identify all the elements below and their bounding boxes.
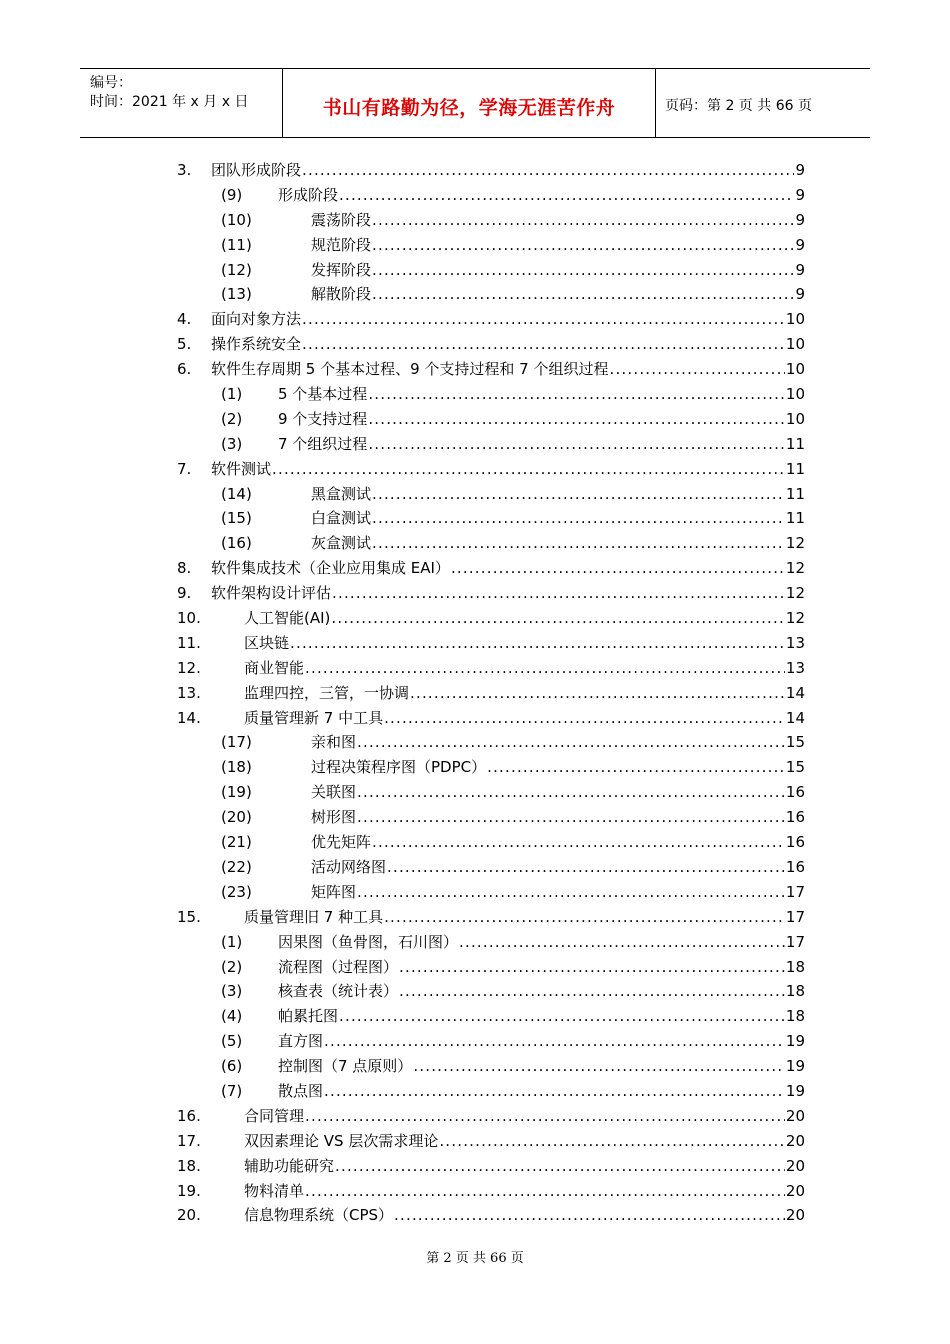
toc-number: 15.	[177, 907, 201, 926]
toc-row[interactable]	[0, 930, 950, 955]
toc-row[interactable]	[0, 805, 950, 830]
toc-entry[interactable]	[244, 1154, 805, 1179]
toc-title[interactable]: 形成阶段	[278, 185, 339, 204]
toc-number: 7.	[177, 459, 192, 478]
toc-number: 14.	[177, 708, 201, 727]
toc-dot-leader	[372, 482, 785, 507]
toc-entry[interactable]	[244, 1104, 805, 1129]
toc-number: (9)	[221, 185, 243, 204]
toc-title[interactable]: 监理四控，三管，一协调	[244, 683, 410, 702]
toc-number: (17)	[221, 733, 252, 752]
toc-title[interactable]: 关联图	[311, 783, 357, 802]
toc-page-number[interactable]: 10	[785, 409, 805, 428]
toc-page-number[interactable]: 20	[785, 1181, 805, 1200]
toc-number: (12)	[221, 260, 252, 279]
toc-entry[interactable]	[311, 208, 805, 233]
toc-entry[interactable]	[311, 830, 805, 855]
toc-title[interactable]: 7 个组织过程	[278, 434, 368, 453]
toc-entry[interactable]	[278, 183, 805, 208]
toc-row[interactable]	[0, 531, 950, 556]
toc-page-number[interactable]: 10	[785, 385, 805, 404]
toc-dot-leader	[372, 830, 785, 855]
toc-number: (21)	[221, 833, 252, 852]
toc-dot-leader	[368, 382, 785, 407]
toc-row[interactable]	[0, 457, 950, 482]
toc-dot-leader	[357, 730, 785, 755]
toc-title[interactable]: 核查表（统计表）	[278, 982, 399, 1001]
toc-number: 16.	[177, 1106, 201, 1125]
toc-row[interactable]	[0, 955, 950, 980]
toc-page-number[interactable]: 20	[785, 1131, 805, 1150]
toc-entry[interactable]	[244, 706, 805, 731]
toc-page-number[interactable]: 18	[785, 957, 805, 976]
toc-number: (2)	[221, 957, 243, 976]
toc-title[interactable]: 因果图（鱼骨图，石川图）	[278, 932, 459, 951]
toc-dot-leader	[302, 158, 794, 183]
toc-number: 3.	[177, 161, 192, 179]
table-of-contents	[0, 158, 950, 1228]
toc-row[interactable]	[0, 506, 950, 531]
toc-number: (23)	[221, 882, 252, 901]
toc-number: (16)	[221, 534, 252, 553]
header-page-label: 页码：第 2 页 共 66 页	[665, 98, 812, 114]
toc-row[interactable]	[0, 780, 950, 805]
toc-title[interactable]: 解散阶段	[311, 285, 372, 304]
toc-page-number[interactable]: 10	[785, 335, 805, 354]
toc-entry[interactable]	[311, 531, 805, 556]
toc-page-number[interactable]: 17	[785, 907, 805, 926]
toc-row[interactable]	[0, 855, 950, 880]
toc-dot-leader	[290, 631, 785, 656]
toc-number: 9.	[177, 584, 192, 603]
toc-page-number[interactable]: 9	[795, 210, 805, 229]
toc-dot-leader	[305, 656, 785, 681]
toc-number: 12.	[177, 658, 201, 677]
toc-number: 6.	[177, 360, 192, 379]
toc-row[interactable]	[0, 830, 950, 855]
toc-entry[interactable]	[311, 805, 805, 830]
toc-entry[interactable]	[211, 158, 805, 183]
toc-row[interactable]	[0, 681, 950, 706]
toc-dot-leader	[439, 1129, 785, 1154]
toc-row[interactable]	[0, 556, 950, 581]
toc-number: (4)	[221, 1007, 243, 1026]
toc-dot-leader	[368, 407, 785, 432]
toc-number: 10.	[177, 609, 201, 628]
toc-row[interactable]	[0, 631, 950, 656]
toc-number: (13)	[221, 285, 252, 304]
toc-entry[interactable]	[311, 730, 805, 755]
toc-dot-leader	[372, 233, 794, 258]
toc-title[interactable]: 团队形成阶段	[211, 161, 302, 179]
toc-title[interactable]: 信息物理系统（CPS）	[244, 1206, 394, 1225]
toc-title[interactable]: 白盒测试	[311, 509, 372, 528]
toc-entry[interactable]	[311, 855, 805, 880]
toc-dot-leader	[387, 855, 785, 880]
toc-row[interactable]	[0, 1203, 950, 1228]
toc-row[interactable]	[0, 1054, 950, 1079]
toc-page-number[interactable]: 18	[785, 982, 805, 1001]
toc-number: 11.	[177, 633, 201, 652]
toc-page-number[interactable]: 11	[785, 434, 805, 453]
toc-dot-leader	[305, 1104, 785, 1129]
toc-entry[interactable]	[278, 407, 805, 432]
toc-dot-leader	[357, 880, 785, 905]
toc-dot-leader	[339, 1004, 785, 1029]
toc-number: (6)	[221, 1057, 243, 1076]
toc-title[interactable]: 软件架构设计评估	[211, 584, 332, 603]
toc-title[interactable]: 合同管理	[244, 1106, 305, 1125]
toc-dot-leader	[372, 531, 785, 556]
toc-title[interactable]: 过程决策程序图（PDPC）	[311, 758, 487, 777]
toc-row[interactable]	[0, 183, 950, 208]
toc-dot-leader	[384, 905, 785, 930]
toc-entry[interactable]	[311, 506, 805, 531]
toc-title[interactable]: 软件集成技术（企业应用集成 EAI）	[211, 559, 450, 578]
toc-title[interactable]: 区块链	[244, 633, 290, 652]
toc-number: 5.	[177, 335, 192, 354]
serial-label: 编号：	[90, 75, 132, 91]
toc-entry[interactable]	[278, 930, 805, 955]
toc-dot-leader	[357, 780, 785, 805]
toc-entry[interactable]	[311, 282, 805, 307]
toc-number: 4.	[177, 310, 192, 329]
toc-dot-leader	[272, 457, 785, 482]
toc-entry[interactable]	[244, 905, 805, 930]
toc-entry[interactable]	[278, 432, 805, 457]
toc-title[interactable]: 物料清单	[244, 1181, 305, 1200]
toc-dot-leader	[399, 955, 785, 980]
toc-number: (18)	[221, 758, 252, 777]
header-motto-cell	[282, 69, 656, 137]
toc-page-number[interactable]: 13	[785, 658, 805, 677]
toc-row[interactable]	[0, 1129, 950, 1154]
toc-entry[interactable]	[244, 631, 805, 656]
toc-entry[interactable]	[244, 1129, 805, 1154]
toc-row[interactable]	[0, 1179, 950, 1204]
toc-page-number[interactable]: 11	[785, 459, 805, 478]
toc-dot-leader	[372, 208, 794, 233]
toc-entry[interactable]	[244, 1179, 805, 1204]
toc-entry[interactable]	[211, 357, 805, 382]
toc-dot-leader	[302, 307, 785, 332]
toc-number: 17.	[177, 1131, 201, 1150]
toc-dot-leader	[410, 681, 785, 706]
toc-page-number[interactable]: 10	[785, 360, 805, 379]
toc-row[interactable]	[0, 706, 950, 731]
motto-text: 书山有路勤为径，学海无涯苦作舟	[322, 97, 616, 119]
toc-title[interactable]: 9 个支持过程	[278, 409, 368, 428]
toc-number: 20.	[177, 1206, 201, 1225]
toc-dot-leader	[368, 432, 785, 457]
toc-number: 19.	[177, 1181, 201, 1200]
toc-title[interactable]: 软件生存周期 5 个基本过程、9 个支持过程和 7 个组织过程	[211, 360, 609, 379]
toc-row[interactable]	[0, 158, 950, 183]
toc-entry[interactable]	[278, 1054, 805, 1079]
toc-row[interactable]	[0, 880, 950, 905]
toc-entry[interactable]	[278, 382, 805, 407]
toc-page-number[interactable]: 17	[785, 882, 805, 901]
toc-page-number[interactable]: 9	[795, 235, 805, 254]
toc-dot-leader	[451, 556, 785, 581]
toc-title[interactable]: 发挥阶段	[311, 260, 372, 279]
toc-row[interactable]	[0, 1104, 950, 1129]
toc-title[interactable]: 辅助功能研究	[244, 1156, 335, 1175]
toc-entry[interactable]	[211, 581, 805, 606]
toc-row[interactable]	[0, 307, 950, 332]
toc-row[interactable]	[0, 1154, 950, 1179]
toc-title[interactable]: 控制图（7 点原则）	[278, 1057, 413, 1076]
toc-entry[interactable]	[278, 1004, 805, 1029]
toc-entry[interactable]	[211, 556, 805, 581]
toc-dot-leader	[609, 357, 784, 382]
toc-title[interactable]: 软件测试	[211, 459, 272, 478]
toc-number: (3)	[221, 982, 243, 1001]
toc-row[interactable]	[0, 382, 950, 407]
toc-title[interactable]: 亲和图	[311, 733, 357, 752]
toc-number: 8.	[177, 559, 192, 578]
toc-page-number[interactable]: 20	[785, 1106, 805, 1125]
toc-dot-leader	[332, 581, 785, 606]
toc-row[interactable]	[0, 905, 950, 930]
toc-entry[interactable]	[311, 755, 805, 780]
toc-entry[interactable]	[311, 482, 805, 507]
toc-title[interactable]: 直方图	[278, 1032, 324, 1051]
toc-title[interactable]: 操作系统安全	[211, 335, 302, 354]
toc-dot-leader	[372, 258, 794, 283]
toc-number: (1)	[221, 932, 243, 951]
toc-title[interactable]: 灰盒测试	[311, 534, 372, 553]
toc-title[interactable]: 人工智能(AI)	[244, 609, 331, 628]
toc-page-number[interactable]: 11	[785, 509, 805, 528]
toc-number: (3)	[221, 434, 243, 453]
toc-row[interactable]	[0, 755, 950, 780]
toc-page-number[interactable]: 15	[785, 758, 805, 777]
toc-number: 18.	[177, 1156, 201, 1175]
toc-title[interactable]: 散点图	[278, 1081, 324, 1100]
toc-title[interactable]: 商业智能	[244, 658, 305, 677]
toc-dot-leader	[384, 706, 785, 731]
toc-entry[interactable]	[278, 1029, 805, 1054]
toc-title[interactable]: 矩阵图	[311, 882, 357, 901]
toc-title[interactable]: 优先矩阵	[311, 833, 372, 852]
toc-title[interactable]: 面向对象方法	[211, 310, 302, 329]
toc-title[interactable]: 质量管理新 7 中工具	[244, 708, 384, 727]
toc-page-number[interactable]: 10	[785, 310, 805, 329]
toc-number: (5)	[221, 1032, 243, 1051]
toc-number: (19)	[221, 783, 252, 802]
toc-entry[interactable]	[311, 258, 805, 283]
toc-row[interactable]	[0, 656, 950, 681]
toc-dot-leader	[335, 1154, 785, 1179]
toc-number: (22)	[221, 857, 252, 876]
toc-title[interactable]: 树形图	[311, 808, 357, 827]
toc-page-number[interactable]: 16	[785, 833, 805, 852]
toc-row[interactable]	[0, 208, 950, 233]
toc-dot-leader	[302, 332, 785, 357]
toc-page-number[interactable]: 19	[785, 1081, 805, 1100]
toc-dot-leader	[459, 930, 785, 955]
toc-page-number[interactable]: 14	[785, 708, 805, 727]
toc-dot-leader	[394, 1203, 785, 1228]
toc-row[interactable]	[0, 482, 950, 507]
toc-dot-leader	[339, 183, 794, 208]
toc-row[interactable]	[0, 1004, 950, 1029]
toc-title[interactable]: 规范阶段	[311, 235, 372, 254]
toc-row[interactable]	[0, 979, 950, 1004]
toc-page-number[interactable]: 18	[785, 1007, 805, 1026]
toc-page-number[interactable]: 19	[785, 1057, 805, 1076]
toc-page-number[interactable]: 15	[785, 733, 805, 752]
toc-number: (2)	[221, 409, 243, 428]
toc-entry[interactable]	[278, 955, 805, 980]
header-page-cell	[655, 69, 870, 137]
header-meta-cell	[80, 69, 282, 137]
toc-title[interactable]: 震荡阶段	[311, 210, 372, 229]
toc-page-number[interactable]: 12	[785, 584, 805, 603]
toc-page-number[interactable]: 12	[785, 534, 805, 553]
toc-dot-leader	[305, 1179, 785, 1204]
toc-page-number[interactable]: 9	[795, 161, 805, 179]
toc-entry[interactable]	[244, 681, 805, 706]
toc-row[interactable]	[0, 233, 950, 258]
toc-entry[interactable]	[311, 233, 805, 258]
toc-number: (14)	[221, 484, 252, 503]
toc-row[interactable]	[0, 1079, 950, 1104]
toc-page-number[interactable]: 13	[785, 633, 805, 652]
toc-row[interactable]	[0, 1029, 950, 1054]
toc-entry[interactable]	[311, 780, 805, 805]
toc-dot-leader	[372, 506, 785, 531]
toc-row[interactable]	[0, 581, 950, 606]
toc-entry[interactable]	[278, 979, 805, 1004]
toc-page-number[interactable]: 16	[785, 808, 805, 827]
toc-dot-leader	[324, 1029, 785, 1054]
toc-dot-leader	[331, 606, 785, 631]
toc-entry[interactable]	[244, 1203, 805, 1228]
toc-title[interactable]: 5 个基本过程	[278, 385, 368, 404]
toc-dot-leader	[372, 282, 794, 307]
toc-page-number[interactable]: 14	[785, 683, 805, 702]
toc-number: (11)	[221, 235, 252, 254]
toc-dot-leader	[357, 805, 785, 830]
toc-row[interactable]	[0, 357, 950, 382]
toc-number: (1)	[221, 385, 243, 404]
toc-page-number[interactable]: 9	[795, 185, 805, 204]
toc-page-number[interactable]: 9	[795, 260, 805, 279]
toc-page-number[interactable]: 17	[785, 932, 805, 951]
toc-row[interactable]	[0, 730, 950, 755]
toc-entry[interactable]	[211, 457, 805, 482]
toc-number: (10)	[221, 210, 252, 229]
toc-dot-leader	[399, 979, 785, 1004]
toc-row[interactable]	[0, 432, 950, 457]
toc-title[interactable]: 流程图（过程图）	[278, 957, 399, 976]
toc-title[interactable]: 帕累托图	[278, 1007, 339, 1026]
toc-row[interactable]	[0, 282, 950, 307]
toc-dot-leader	[324, 1079, 785, 1104]
toc-title[interactable]: 质量管理旧 7 种工具	[244, 907, 384, 926]
toc-title[interactable]: 活动网络图	[311, 857, 387, 876]
toc-row[interactable]	[0, 332, 950, 357]
toc-row[interactable]	[0, 407, 950, 432]
toc-entry[interactable]	[278, 1079, 805, 1104]
toc-entry[interactable]	[244, 656, 805, 681]
page-footer: 第 2 页 共 66 页	[426, 1251, 524, 1266]
toc-page-number[interactable]: 16	[785, 857, 805, 876]
toc-page-number[interactable]: 16	[785, 783, 805, 802]
toc-entry[interactable]	[311, 880, 805, 905]
toc-entry[interactable]	[244, 606, 805, 631]
toc-dot-leader	[413, 1054, 785, 1079]
toc-number: (7)	[221, 1081, 243, 1100]
toc-title[interactable]: 双因素理论 VS 层次需求理论	[244, 1131, 439, 1150]
toc-page-number[interactable]: 20	[785, 1206, 805, 1225]
toc-entry[interactable]	[211, 307, 805, 332]
toc-number: (20)	[221, 808, 252, 827]
toc-page-number[interactable]: 11	[785, 484, 805, 503]
toc-row[interactable]	[0, 606, 950, 631]
toc-page-number[interactable]: 9	[795, 285, 805, 304]
toc-page-number[interactable]: 20	[785, 1156, 805, 1175]
toc-title[interactable]: 黑盒测试	[311, 484, 372, 503]
toc-page-number[interactable]: 12	[785, 609, 805, 628]
toc-entry[interactable]	[211, 332, 805, 357]
toc-number: 13.	[177, 683, 201, 702]
time-label: 时间：2021 年 x 月 x 日	[90, 94, 249, 110]
page-header	[80, 68, 870, 138]
toc-number: (15)	[221, 509, 252, 528]
toc-page-number[interactable]: 19	[785, 1032, 805, 1051]
toc-page-number[interactable]: 12	[785, 559, 805, 578]
toc-row[interactable]	[0, 258, 950, 283]
toc-dot-leader	[487, 755, 785, 780]
